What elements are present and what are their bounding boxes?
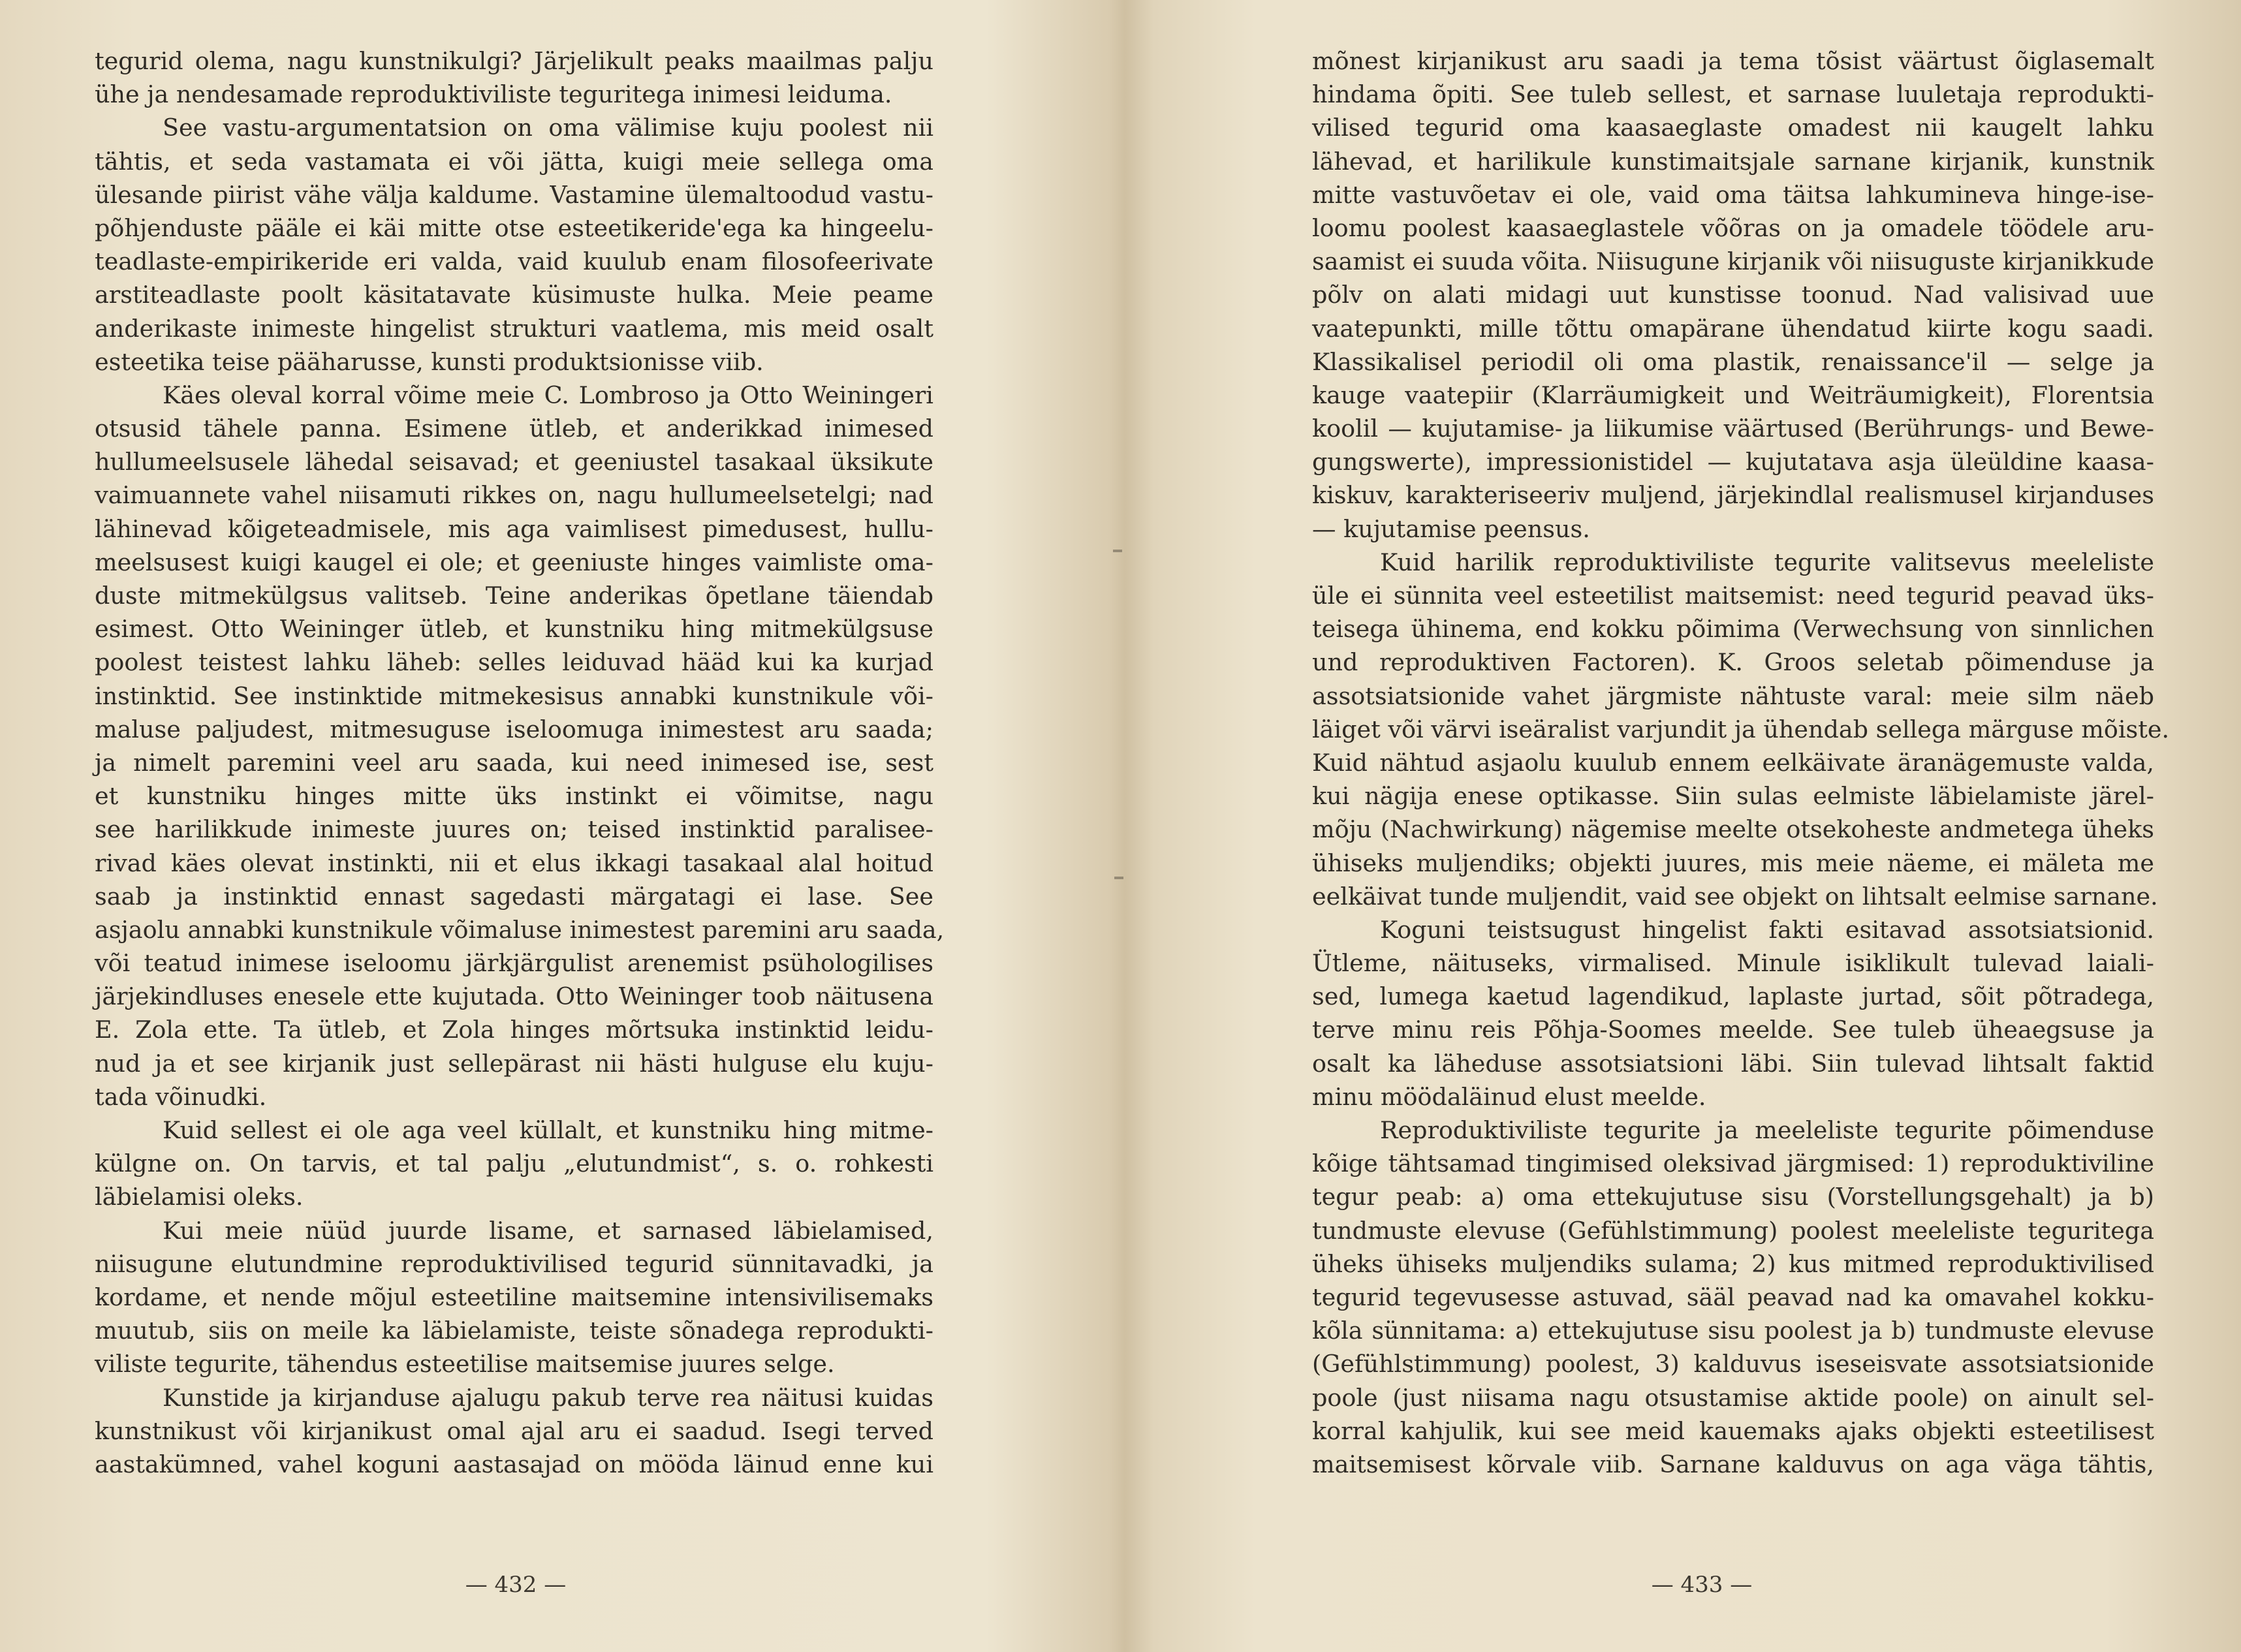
text-line: kiskuv, karakteriseeriv muljend, järjekindlal realismusel kirjanduses xyxy=(1312,481,2154,510)
text-line: vaatepunkti, mille tõttu omapärane ühendatud kiirte kogu saadi. xyxy=(1312,314,2154,343)
text-line: lähinevad kõigeteadmisele, mis aga vaimlisest pimedusest, hullu- xyxy=(95,514,933,543)
text-line: saamist ei suuda võita. Niisugune kirjanik või niisuguste kirjanikkude xyxy=(1312,247,2154,276)
text-line: ülesande piirist vähe välja kaldume. Vastamine ülemaltoodud vastu- xyxy=(95,180,933,209)
text-line: tundmuste elevuse (Gefühlstimmung) poolest meeleliste teguritega xyxy=(1312,1216,2154,1245)
text-line: arstiteadlaste poolt käsitatavate küsimuste hulka. Meie peame xyxy=(95,281,933,309)
text-line: Reproduktiviliste tegurite ja meeleliste tegurite põimenduse xyxy=(1380,1116,2154,1144)
text-line: minu möödaläinud elust meelde. xyxy=(1312,1082,1706,1111)
text-line: maluse paljudest, mitmesuguse iseloomuga inimestest aru saada; xyxy=(95,715,933,743)
text-line: tegur peab: a) oma ettekujutuse sisu (Vorstellungsgehalt) ja b) xyxy=(1312,1183,2154,1211)
text-line: Ütleme, näituseks, virmalised. Minule isiklikult tulevad laiali- xyxy=(1312,949,2154,978)
text-line: muutub, siis on meile ka läbielamiste, teiste sõnadega reprodukti- xyxy=(95,1317,933,1345)
text-line: läiget või värvi iseäralist varjundit ja ühendab sellega märguse mõiste. xyxy=(1312,715,2170,743)
text-line: poolest teistest lahku läheb: selles leiduvad hääd kui ka kurjad xyxy=(95,648,933,677)
text-line: tada võinudki. xyxy=(95,1082,267,1111)
text-line: und reproduktiven Factoren). K. Groos seletab põimenduse ja xyxy=(1312,648,2154,677)
text-line: Kuid sellest ei ole aga veel küllalt, et kunstniku hing mitme- xyxy=(163,1116,933,1144)
text-line: Koguni teistsugust hingelist fakti esitavad assotsiatsionid. xyxy=(1380,915,2154,944)
text-line: hindama õpiti. See tuleb sellest, et sarnase luuletaja reprodukti- xyxy=(1312,80,2154,109)
text-line: duste mitmekülgsus valitseb. Teine anderikas õpetlane täiendab xyxy=(95,582,933,610)
text-line: assotsiatsionide vahet järgmiste nähtuste varal: meie silm näeb xyxy=(1312,681,2154,710)
text-line: üheks ühiseks muljendiks sulama; 2) kus mitmed reproduktivilised xyxy=(1312,1249,2154,1278)
text-line: anderikaste inimeste hingelist strukturi vaatlema, mis meid osalt xyxy=(95,314,933,343)
text-line: otsusid tähele panna. Esimene ütleb, et anderikkad inimesed xyxy=(95,414,933,443)
text-line: järjekindluses enesele ette kujutada. Otto Weininger toob näitusena xyxy=(95,982,933,1011)
text-line: korral kahjulik, kui see meid kauemaks ajaks objekti esteetilisest xyxy=(1312,1416,2154,1445)
text-line: viliste tegurite, tähendus esteetilise maitsemise juures selge. xyxy=(95,1350,835,1379)
text-line: Kui meie nüüd juurde lisame, et sarnased läbielamised, xyxy=(163,1216,933,1245)
text-line: Käes oleval korral võime meie C. Lombroso ja Otto Weiningeri xyxy=(163,381,933,409)
text-line: (Gefühlstimmung) poolest, 3) kalduvus iseseisvate assotsiatsionide xyxy=(1312,1350,2154,1379)
left-page-number: — 432 — xyxy=(465,1572,567,1598)
left-page xyxy=(0,0,1120,1652)
text-line: kõige tähtsamad tingimised oleksivad järgmised: 1) reproduktiviline xyxy=(1312,1149,2154,1178)
text-line: kui nägija enese optikasse. Siin sulas eelmiste läbielamiste järel- xyxy=(1312,782,2154,811)
text-line: või teatud inimese iseloomu järkjärgulist arenemist psühologilises xyxy=(95,949,933,978)
text-line: mõju (Nachwirkung) nägemise meelte otsekoheste andmetega üheks xyxy=(1312,815,2154,844)
text-line: tegurid olema, nagu kunstnikulgi? Järjelikult peaks maailmas palju xyxy=(95,47,933,75)
text-line: põhjenduste pääle ei käi mitte otse esteetikeride'ega ka hingeelu- xyxy=(95,213,933,242)
text-line: tähtis, et seda vastamata ei või jätta, kuigi meie sellega oma xyxy=(95,147,933,176)
gutter-mark xyxy=(1114,877,1123,879)
text-line: gungswerte), impressionistidel — kujutatava asja üleüldine kaasa- xyxy=(1312,448,2154,476)
left-page-text xyxy=(95,44,945,1481)
text-line: läbielamisi oleks. xyxy=(95,1183,304,1211)
right-page-text xyxy=(1312,44,2170,1481)
text-line: — kujutamise peensus. xyxy=(1312,514,1590,543)
text-line: poole (just niisama nagu otsustamise aktide poole) on ainult sel- xyxy=(1312,1383,2154,1412)
text-line: teadlaste-empirikeride eri valda, vaid kuulub enam filosofeerivate xyxy=(95,247,933,276)
text-line: aastakümned, vahel koguni aastasajad on mööda läinud enne kui xyxy=(95,1450,933,1478)
text-line: vilised tegurid oma kaasaeglaste omadest nii kaugelt lahku xyxy=(1312,114,2154,142)
text-line: esteetika teise pääharusse, kunsti produktsionisse viib. xyxy=(95,347,764,376)
text-line: kõla sünnitama: a) ettekujutuse sisu poolest ja b) tundmuste elevuse xyxy=(1312,1317,2154,1345)
gutter-mark xyxy=(1113,550,1122,552)
text-line: tegurid tegevusesse astuvad, sääl peavad nad ka omavahel kokku- xyxy=(1312,1283,2154,1311)
text-line: hullumeelsusele lähedal seisavad; et geeniustel tasakaal üksikute xyxy=(95,448,933,476)
text-line: teisega ühinema, end kokku põimima (Verwechsung von sinnlichen xyxy=(1312,615,2154,644)
text-line: esimest. Otto Weininger ütleb, et kunstniku hing mitmekülgsuse xyxy=(95,615,933,644)
text-line: kordame, et nende mõjul esteetiline maitsemine intensivilisemaks xyxy=(95,1283,933,1311)
text-line: meelsusest kuigi kaugel ei ole; et geeniuste hinges vaimliste oma- xyxy=(95,548,933,576)
text-line: E. Zola ette. Ta ütleb, et Zola hinges mõrtsuka instinktid leidu- xyxy=(95,1016,933,1044)
text-line: ja nimelt paremini veel aru saada, kui need inimesed ise, sest xyxy=(95,748,933,777)
text-line: lähevad, et harilikule kunstimaitsjale sarnane kirjanik, kunstnik xyxy=(1312,147,2154,176)
text-line: külgne on. On tarvis, et tal palju „elutundmist“, s. o. rohkesti xyxy=(95,1149,933,1178)
right-page-number: — 433 — xyxy=(1651,1572,1753,1598)
text-line: kunstnikust või kirjanikust omal ajal aru ei saadud. Isegi terved xyxy=(95,1416,933,1445)
text-line: sed, lumega kaetud lagendikud, laplaste jurtad, sõit põtradega, xyxy=(1312,982,2154,1011)
text-line: ühiseks muljendiks; objekti juures, mis meie näeme, ei mäleta me xyxy=(1312,849,2154,877)
text-line: Kuid harilik reproduktiviliste tegurite valitsevus meeleliste xyxy=(1380,548,2154,576)
text-line: vaimuannete vahel niisamuti rikkes on, nagu hullumeelsetelgi; nad xyxy=(95,481,933,510)
text-line: loomu poolest kaasaeglastele võõras on ja omadele töödele aru- xyxy=(1312,213,2154,242)
text-line: kauge vaatepiir (Klarräumigkeit und Weiträumigkeit), Florentsia xyxy=(1312,381,2154,409)
text-line: Klassikalisel periodil oli oma plastik, renaissance'il — selge ja xyxy=(1312,347,2154,376)
text-line: mõnest kirjanikust aru saadi ja tema tõsist väärtust õiglasemalt xyxy=(1312,47,2154,75)
text-line: Kuid nähtud asjaolu kuulub ennem eelkäivate äranägemuste valda, xyxy=(1312,748,2154,777)
text-line: koolil — kujutamise- ja liikumise väärtused (Berührungs- und Bewe- xyxy=(1312,414,2154,443)
text-line: Kunstide ja kirjanduse ajalugu pakub terve rea näitusi kuidas xyxy=(163,1383,933,1412)
text-line: üle ei sünnita veel esteetilist maitsemist: need tegurid peavad üks- xyxy=(1312,582,2154,610)
text-line: asjaolu annabki kunstnikule võimaluse inimestest paremini aru saada, xyxy=(95,915,945,944)
text-line: põlv on alati midagi uut kunstisse toonud. Nad valisivad uue xyxy=(1312,281,2154,309)
text-line: terve minu reis Põhja-Soomes meelde. See tuleb üheaegsuse ja xyxy=(1312,1016,2154,1044)
text-line: nud ja et see kirjanik just sellepärast nii hästi hulguse elu kuju- xyxy=(95,1049,933,1078)
text-line: see harilikkude inimeste juures on; teised instinktid paralisee- xyxy=(95,815,933,844)
text-line: saab ja instinktid ennast sagedasti märgatagi ei lase. See xyxy=(95,882,933,911)
text-line: maitsemisest kõrvale viib. Sarnane kalduvus on aga väga tähtis, xyxy=(1312,1450,2154,1478)
text-line: instinktid. See instinktide mitmekesisus annabki kunstnikule või- xyxy=(95,681,933,710)
text-line: rivad käes olevat instinkti, nii et elus ikkagi tasakaal alal hoitud xyxy=(95,849,933,877)
right-page xyxy=(1121,0,2241,1652)
text-line: osalt ka läheduse assotsiatsioni läbi. Siin tulevad lihtsalt faktid xyxy=(1312,1049,2154,1078)
text-line: mitte vastuvõetav ei ole, vaid oma täitsa lahkumineva hinge-ise- xyxy=(1312,180,2154,209)
text-line: niisugune elutundmine reproduktivilised tegurid sünnitavadki, ja xyxy=(95,1249,933,1278)
text-line: eelkäivat tunde muljendit, vaid see objekt on lihtsalt eelmise sarnane. xyxy=(1312,882,2158,911)
text-line: See vastu-argumentatsion on oma välimise kuju poolest nii xyxy=(163,114,933,142)
text-line: ühe ja nendesamade reproduktiviliste teguritega inimesi leiduma. xyxy=(95,80,892,109)
text-line: et kunstniku hinges mitte üks instinkt ei võimitse, nagu xyxy=(95,782,933,811)
